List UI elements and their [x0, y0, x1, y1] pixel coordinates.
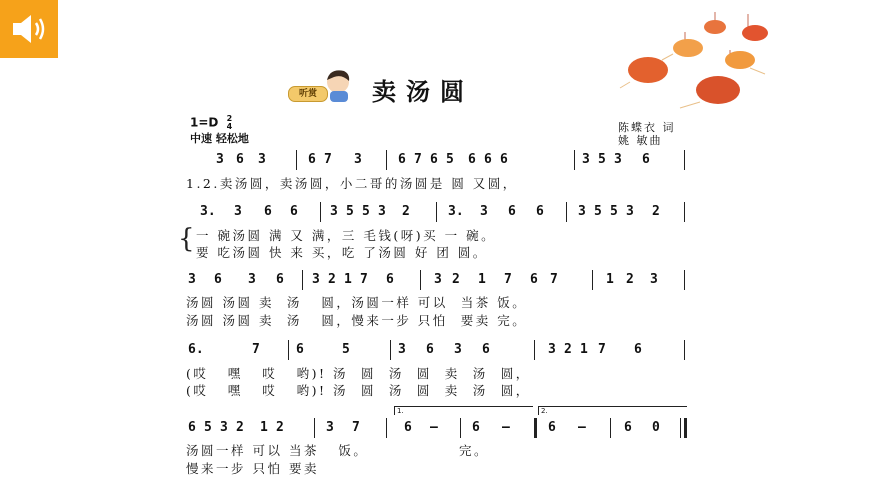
note: 7 [550, 272, 558, 287]
barline [460, 418, 461, 438]
tempo-marking: 中速 轻松地 [190, 132, 249, 145]
note: 6 [430, 152, 438, 167]
note: 7 [504, 272, 512, 287]
note: 3 [330, 204, 338, 219]
note: 5 [446, 152, 454, 167]
note: 2 [452, 272, 460, 287]
time-sig-top: 2 [226, 114, 233, 123]
time-signature [227, 115, 233, 131]
note: 6 [530, 272, 538, 287]
volta-bracket-2: 2. [538, 406, 687, 415]
note: 5 [598, 152, 606, 167]
note: 1 [260, 420, 268, 435]
lyric-line: 汤圆 汤圆 卖 汤 圆，慢来一步 只怕 要卖 完。 [186, 313, 528, 328]
lyric-line: 慢来一步 只怕 要卖 [186, 461, 319, 476]
time-sig-bottom: 4 [226, 122, 233, 131]
note: 6 [482, 342, 490, 357]
barline [436, 202, 437, 222]
note: 6 [500, 152, 508, 167]
note: 6 [536, 204, 544, 219]
note: 3 [234, 204, 242, 219]
barline [420, 270, 421, 290]
barline [574, 150, 575, 170]
note: 6 [398, 152, 406, 167]
barline [320, 202, 321, 222]
note: 6 [386, 272, 394, 287]
note: 3 [650, 272, 658, 287]
note: 3 [312, 272, 320, 287]
barline [610, 418, 611, 438]
note: 3 [378, 204, 386, 219]
note: 1 [606, 272, 614, 287]
note: 3 [354, 152, 362, 167]
note: 1 [344, 272, 352, 287]
note: 6 [508, 204, 516, 219]
note: 3. [448, 204, 464, 219]
note: 6 [214, 272, 222, 287]
note: 2 [236, 420, 244, 435]
note: 6. [188, 342, 204, 357]
repeat-barline [534, 418, 537, 438]
note: 6 [548, 420, 556, 435]
lyric-line: 1.2.卖汤圆，卖汤圆，小二哥的汤圆是 圆 又圆， [186, 176, 518, 191]
barline [288, 340, 289, 360]
note: 6 [642, 152, 650, 167]
note: 2 [626, 272, 634, 287]
lyric-line: 要 吃汤圆 快 来 买，吃 了汤圆 好 团 圆。 [196, 245, 488, 260]
note: 3 [434, 272, 442, 287]
barline [386, 418, 387, 438]
barline [386, 150, 387, 170]
note: 3 [258, 152, 266, 167]
note: 6 [308, 152, 316, 167]
note: – [430, 420, 438, 435]
note: 2 [276, 420, 284, 435]
barline [684, 340, 685, 360]
barline [302, 270, 303, 290]
note: 5 [594, 204, 602, 219]
notation-row [186, 418, 686, 440]
note: 6 [236, 152, 244, 167]
note: 7 [360, 272, 368, 287]
note: 6 [188, 420, 196, 435]
note: 6 [404, 420, 412, 435]
note: 5 [610, 204, 618, 219]
note: 2 [652, 204, 660, 219]
note: 6 [426, 342, 434, 357]
note: 7 [352, 420, 360, 435]
lyric-line: (哎 嘿 哎 哟)! 汤 圆 汤 圆 卖 汤 圆， [186, 366, 531, 381]
note: 0 [652, 420, 660, 435]
barline [534, 340, 535, 360]
note: 6 [276, 272, 284, 287]
note: 5 [342, 342, 350, 357]
note: 3 [614, 152, 622, 167]
barline [314, 418, 315, 438]
lyric-line: (哎 嘿 哎 哟)! 汤 圆 汤 圆 卖 汤 圆， [186, 383, 531, 398]
note: 5 [346, 204, 354, 219]
note: 3. [200, 204, 216, 219]
barline [684, 202, 685, 222]
note: 1 [580, 342, 588, 357]
barline [684, 150, 685, 170]
note: 2 [402, 204, 410, 219]
composer-credit: 姚 敏曲 [618, 134, 663, 147]
note: 3 [548, 342, 556, 357]
note: 5 [362, 204, 370, 219]
key-label: 1=D [190, 115, 219, 130]
note: 2 [564, 342, 572, 357]
listening-badge [286, 68, 356, 102]
note: 7 [598, 342, 606, 357]
note: 3 [398, 342, 406, 357]
notation-row [186, 150, 686, 172]
barline [592, 270, 593, 290]
listening-badge-label: 听赏 [288, 86, 328, 102]
speaker-icon [9, 11, 49, 47]
note: 3 [480, 204, 488, 219]
note: 6 [296, 342, 304, 357]
barline [680, 418, 681, 438]
note: 7 [414, 152, 422, 167]
note: 6 [634, 342, 642, 357]
note: 3 [188, 272, 196, 287]
notation-row [186, 202, 686, 224]
note: – [502, 420, 510, 435]
note: 3 [326, 420, 334, 435]
verse-brace: { [178, 224, 195, 254]
barline [296, 150, 297, 170]
final-barline [684, 418, 687, 438]
note: 3 [248, 272, 256, 287]
notation-row [186, 270, 686, 292]
lyricist-credit: 陈蝶衣 词 [618, 121, 676, 134]
note: – [578, 420, 586, 435]
barline [390, 340, 391, 360]
note: 1 [478, 272, 486, 287]
note: 3 [578, 204, 586, 219]
note: 3 [582, 152, 590, 167]
note: 6 [468, 152, 476, 167]
note: 2 [328, 272, 336, 287]
note: 5 [204, 420, 212, 435]
note: 7 [252, 342, 260, 357]
lyric-line: 一 碗汤圆 满 又 满，三 毛钱(呀)买 一 碗。 [196, 228, 497, 243]
lantern-decoration [590, 10, 790, 120]
note: 3 [220, 420, 228, 435]
note: 6 [264, 204, 272, 219]
note: 7 [324, 152, 332, 167]
audio-play-button[interactable] [0, 0, 58, 58]
note: 3 [216, 152, 224, 167]
barline [566, 202, 567, 222]
notation-row [186, 340, 686, 362]
lyric-line: 汤圆一样 可以 当茶 饭。 完。 [186, 443, 489, 458]
note: 3 [626, 204, 634, 219]
note: 6 [472, 420, 480, 435]
note: 6 [290, 204, 298, 219]
volta-bracket-1: 1. [394, 406, 533, 415]
barline [684, 270, 685, 290]
note: 6 [484, 152, 492, 167]
note: 6 [624, 420, 632, 435]
lyric-line: 汤圆 汤圆 卖 汤 圆，汤圆一样 可以 当茶 饭。 [186, 295, 528, 310]
song-title: 卖汤圆 [372, 77, 474, 106]
key-signature [190, 115, 232, 131]
note: 3 [454, 342, 462, 357]
